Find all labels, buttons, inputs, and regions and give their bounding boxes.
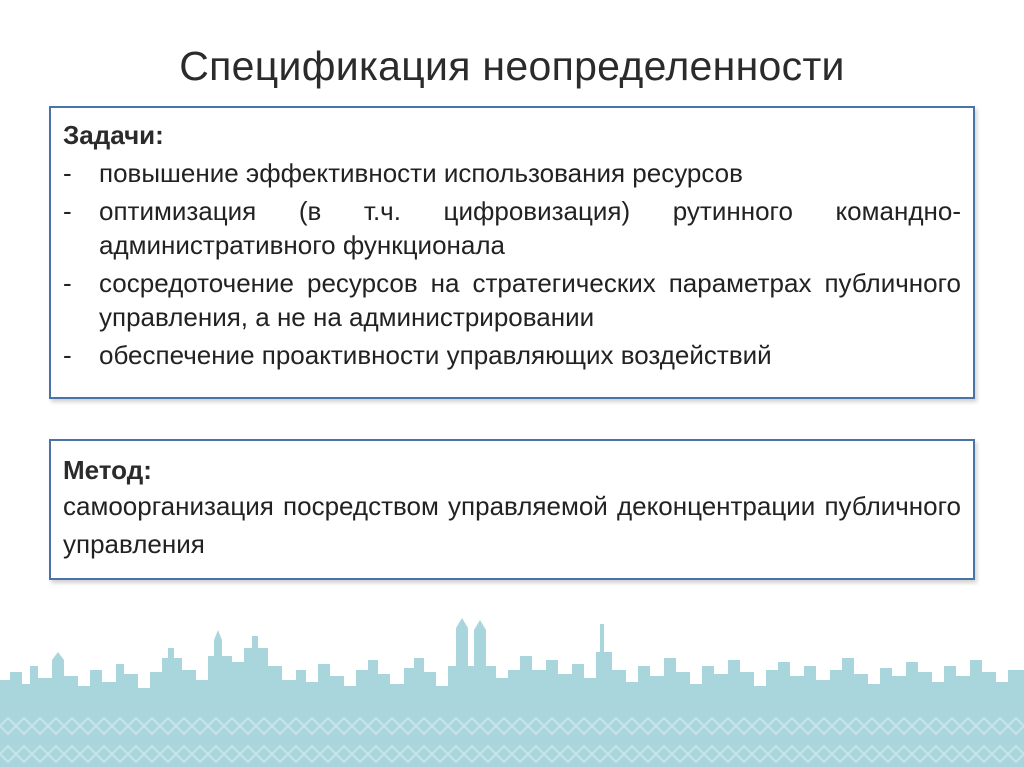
bullet-dash: - <box>63 196 72 226</box>
tasks-list <box>63 156 961 372</box>
task-item <box>63 194 961 262</box>
method-text: самоорганизация посредством управляемой деконцентрации публичного управления <box>63 491 961 559</box>
bullet-dash: - <box>63 158 72 188</box>
task-item <box>63 156 961 190</box>
task-item <box>63 266 961 334</box>
method-heading: Метод: <box>63 455 152 485</box>
method-box <box>49 439 975 580</box>
city-skyline-ornament <box>0 600 1024 767</box>
tasks-box <box>49 106 975 399</box>
task-item <box>63 338 961 372</box>
task-text: обеспечение проактивности управляющих воздействий <box>99 340 772 370</box>
task-text: оптимизация (в т.ч. цифровизация) рутинного командно-административного функционала <box>99 196 961 260</box>
tasks-heading: Задачи: <box>63 120 164 150</box>
task-text: сосредоточение ресурсов на стратегических параметрах публичного управления, а не на администрировании <box>99 268 961 332</box>
slide-title: Спецификация неопределенности <box>179 43 845 89</box>
ornament-band <box>0 712 1024 767</box>
bullet-dash: - <box>63 268 72 298</box>
task-text: повышение эффективности использования ресурсов <box>99 158 743 188</box>
bullet-dash: - <box>63 340 72 370</box>
